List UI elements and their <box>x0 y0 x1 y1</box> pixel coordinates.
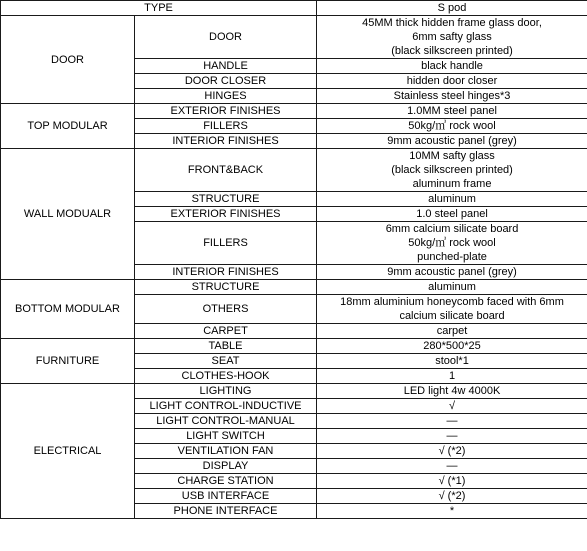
table-row <box>1 149 587 192</box>
item-value: hidden door closer <box>317 74 587 89</box>
section-name: WALL MODUALR <box>1 149 135 280</box>
item-label: LIGHT SWITCH <box>135 429 317 444</box>
section-name: BOTTOM MODULAR <box>1 280 135 339</box>
item-label: INTERIOR FINISHES <box>135 265 317 280</box>
item-label: SEAT <box>135 354 317 369</box>
item-value: LED light 4w 4000K <box>317 384 587 399</box>
section-name: DOOR <box>1 16 135 104</box>
item-label: STRUCTURE <box>135 280 317 295</box>
header-row <box>1 1 587 16</box>
section-name: ELECTRICAL <box>1 384 135 519</box>
item-value: carpet <box>317 324 587 339</box>
item-value: 45MM thick hidden frame glass door, 6mm safty glass (black silkscreen printed) <box>317 16 587 59</box>
item-value: 1.0MM steel panel <box>317 104 587 119</box>
type-value: S pod <box>317 1 587 16</box>
item-label: EXTERIOR FINISHES <box>135 207 317 222</box>
item-value: aluminum <box>317 192 587 207</box>
section-name: TOP MODULAR <box>1 104 135 149</box>
item-value: Stainless steel hinges*3 <box>317 89 587 104</box>
item-value: 50kg/㎥ rock wool <box>317 119 587 134</box>
table-row <box>1 16 587 59</box>
item-value: aluminum <box>317 280 587 295</box>
item-label: LIGHTING <box>135 384 317 399</box>
item-label: USB INTERFACE <box>135 489 317 504</box>
item-value: stool*1 <box>317 354 587 369</box>
item-label: CARPET <box>135 324 317 339</box>
item-value: 10MM safty glass (black silkscreen printed) aluminum frame <box>317 149 587 192</box>
item-value: √ (*2) <box>317 444 587 459</box>
section-name: FURNITURE <box>1 339 135 384</box>
table-row <box>1 384 587 399</box>
type-label: TYPE <box>1 1 317 16</box>
item-label: FRONT&BACK <box>135 149 317 192</box>
item-value: 18mm aluminium honeycomb faced with 6mm calcium silicate board <box>317 295 587 324</box>
item-label: DISPLAY <box>135 459 317 474</box>
item-value: 6mm calcium silicate board 50kg/㎥ rock wool punched-plate <box>317 222 587 265</box>
item-value: 1.0 steel panel <box>317 207 587 222</box>
item-label: VENTILATION FAN <box>135 444 317 459</box>
item-value: √ (*1) <box>317 474 587 489</box>
item-label: STRUCTURE <box>135 192 317 207</box>
table-row <box>1 280 587 295</box>
item-label: TABLE <box>135 339 317 354</box>
table-row <box>1 339 587 354</box>
item-value: black handle <box>317 59 587 74</box>
item-value: 280*500*25 <box>317 339 587 354</box>
item-value: 9mm acoustic panel (grey) <box>317 134 587 149</box>
item-label: INTERIOR FINISHES <box>135 134 317 149</box>
item-value: — <box>317 459 587 474</box>
item-value: 1 <box>317 369 587 384</box>
item-value: * <box>317 504 587 519</box>
item-label: LIGHT CONTROL-MANUAL <box>135 414 317 429</box>
item-value: — <box>317 414 587 429</box>
item-label: HINGES <box>135 89 317 104</box>
item-label: HANDLE <box>135 59 317 74</box>
item-label: DOOR CLOSER <box>135 74 317 89</box>
item-value: √ <box>317 399 587 414</box>
table-row <box>1 104 587 119</box>
item-value: — <box>317 429 587 444</box>
item-label: CLOTHES-HOOK <box>135 369 317 384</box>
item-label: LIGHT CONTROL-INDUCTIVE <box>135 399 317 414</box>
item-value: 9mm acoustic panel (grey) <box>317 265 587 280</box>
item-label: FILLERS <box>135 222 317 265</box>
item-value: √ (*2) <box>317 489 587 504</box>
item-label: CHARGE STATION <box>135 474 317 489</box>
item-label: EXTERIOR FINISHES <box>135 104 317 119</box>
item-label: PHONE INTERFACE <box>135 504 317 519</box>
item-label: OTHERS <box>135 295 317 324</box>
spec-table-body <box>1 1 587 519</box>
item-label: DOOR <box>135 16 317 59</box>
item-label: FILLERS <box>135 119 317 134</box>
